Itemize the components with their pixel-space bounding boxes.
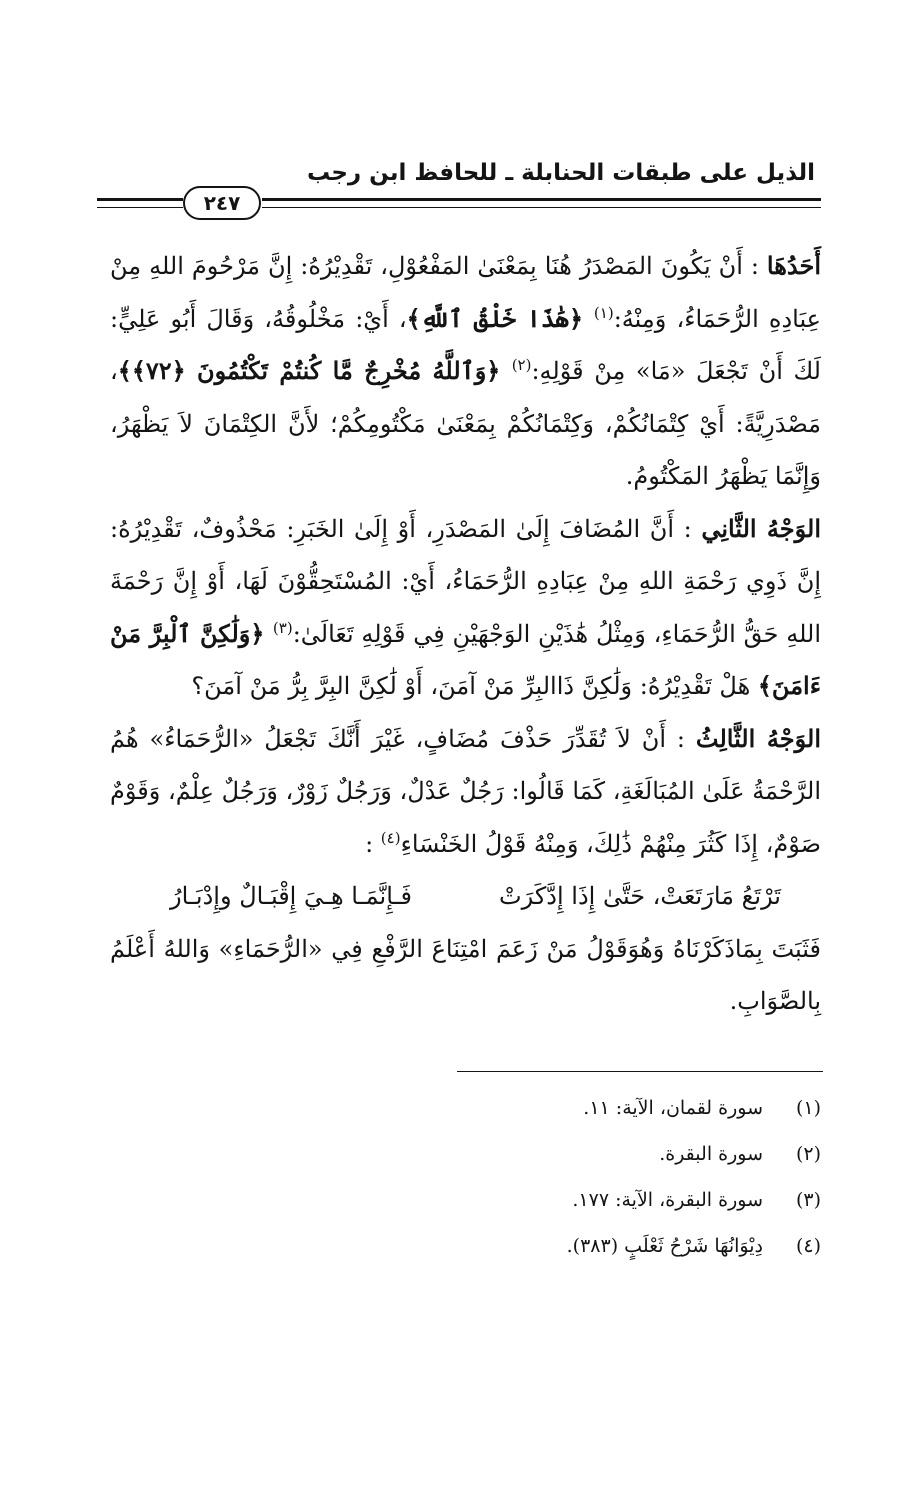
footnote-item <box>110 1085 821 1131</box>
footnote-item <box>110 1223 821 1269</box>
paragraph-text: : أَنْ لاَ تُقَدِّرَ حَذْفَ مُضَافٍ، غَيْرَ أَنَّكَ تَجْعَلُ «الرُّحَمَاءُ» هُمُ الرَّحْمَةُ عَلَىٰ المُبَالَغَةِ، كَمَا قَالُوا: رَجُلٌ عَدْلٌ، وَرَجُلٌ زَوْرٌ، وَرَجُلٌ عِلْمٌ، وَقَوْمٌ صَوْمٌ، إِذَا كَثُرَ مِنْهُمْ ذَٰلِكَ، وَمِنْهُ قَوْلُ الخَنْسَاءِ <box>110 724 821 858</box>
quran-quote: ﴿وَلَٰكِنَّ ٱلْبِرَّ مَنْ ءَامَنَ﴾ <box>110 618 821 700</box>
paragraph-second-aspect <box>110 503 821 713</box>
quran-quote: ﴿هَٰذَا خَلْقُ ٱللَّهِ﴾ <box>406 303 594 333</box>
footnote-text: دِيْوَانُهَا شَرْحُ ثَعْلَبٍ (٣٨٣). <box>566 1235 763 1257</box>
paragraph-lead: الوَجْهُ الثَّانِي <box>701 513 822 543</box>
header-rule-right <box>262 198 821 208</box>
paragraph-text: هَلْ تَقْدِيْرُهُ: وَلَٰكِنَّ ذَاالبِرِّ مَنْ آمَنَ، أَوْ لَٰكِنَّ البِرَّ بِرُّ مَنْ آمَنَ؟ <box>191 672 758 700</box>
footnote-ref[interactable]: (١) <box>593 303 614 322</box>
running-title: الذيل على طبقات الحنابلة ـ للحافظ ابن رجب <box>306 160 815 186</box>
footnote-ref[interactable]: (٤) <box>380 828 401 847</box>
verse-first-hemistich: تَرْتَعُ مَارَتَعَتْ، حَتَّىٰ إِذَا إِدَّكَرَتْ <box>499 882 781 910</box>
footnote-number: (١) <box>795 1097 821 1119</box>
verse-second-hemistich: فَـإِنَّمَـا هِـيَ إِقْبَـالٌ وإِدْبَـارُ <box>170 882 413 910</box>
footnote-ref[interactable]: (٢) <box>511 356 532 374</box>
paragraph-text: : أَنْ يَكُونَ المَصْدَرُ هُنَا بِمَعْنَىٰ المَفْعُوْلِ، تَقْدِيْرُهُ: إِنَّ مَرْحُومَ اللهِ مِنْ عِبَادِهِ الرُّحَمَاءُ، وَمِنْهُ: <box>110 252 822 333</box>
footnote-number: (٣) <box>795 1189 821 1211</box>
footnotes <box>110 1085 821 1269</box>
quran-quote: ﴿وَٱللَّهُ مُخْرِجٌ مَّا كُنتُمْ تَكْتُمُونَ ﴿٧٢﴾﴾ <box>117 356 512 385</box>
paragraph-lead: أَحَدُهَا <box>766 251 821 280</box>
footnote-text: سورة لقمان، الآية: ١١. <box>583 1097 763 1119</box>
paragraph-first-aspect <box>110 240 821 503</box>
footnote-number: (٢) <box>795 1143 821 1165</box>
paragraph-text: : أَنَّ المُضَافَ إِلَىٰ المَصْدَرِ، أَوْ إِلَىٰ الخَبَرِ: مَحْذُوفٌ، تَقْدِيْرُهُ: إِنَّ ذَوِي رَحْمَةِ اللهِ مِنْ عِبَادِهِ الرُّحَمَاءُ، أَيْ: المُسْتَحِقُّوْنَ لَهَا، أَوْ إِنَّ رَحْمَةَ اللهِ حَقُّ الرُّحَمَاءِ، وَمِثْلُ هَٰذَيْنِ الوَجْهَيْنِ فِي قَوْلِهِ تَعَالَىٰ: <box>110 514 822 648</box>
paragraph-text: ، مَصْدَرِيَّةً: أَيْ كِتْمَانُكُمْ، وَكِتْمَانُكُمْ بِمَعْنَىٰ مَكْتُومِكُمْ؛ لأَنَّ الكِتْمَانَ لاَ يَظْهَرُ، وَإِنَّمَا يَظْهَرُ المَكْتُومُ. <box>110 357 821 490</box>
paragraph-text: : <box>365 829 381 858</box>
footnote-item <box>110 1131 821 1177</box>
poetry-verse <box>110 870 821 923</box>
footnote-separator <box>457 1071 823 1072</box>
footnote-text: سورة البقرة، الآية: ١٧٧. <box>572 1189 763 1211</box>
paragraph-third-aspect <box>110 713 821 871</box>
page-number: ٢٤٧ <box>183 186 261 220</box>
paragraph-lead: الوَجْهُ الثَّالِثُ <box>695 723 821 753</box>
closing-line: فَثَبَتَ بِمَاذَكَرْنَاهُ وَهُوَقَوْلُ مَنْ زَعَمَ امْتِنَاعَ الرَّفْعِ فِي «الرُّحَمَاءِ» وَاللهُ أَعْلَمُ بِالصَّوَابِ. <box>110 934 821 1015</box>
footnote-number: (٤) <box>795 1235 821 1257</box>
header-rule-left <box>97 198 183 208</box>
footnote-ref[interactable]: (٣) <box>272 618 293 637</box>
footnote-item <box>110 1177 821 1223</box>
footnote-text: سورة البقرة. <box>659 1143 763 1165</box>
paragraph-text: ، أَيْ: مَخْلُوقُهُ، وَقَالَ أَبُو عَلِيٍّ: لَكَ أَنْ تَجْعَلَ «مَا» مِنْ قَوْلِهِ: <box>110 304 821 385</box>
main-text <box>110 240 821 1028</box>
